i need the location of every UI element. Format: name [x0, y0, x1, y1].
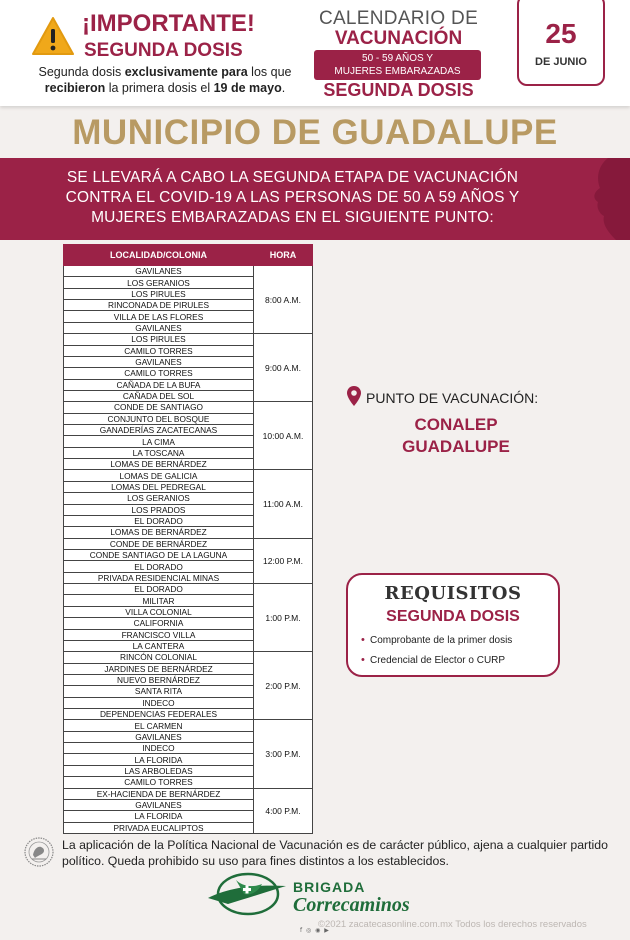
table-row: [64, 652, 313, 663]
table-row: [64, 470, 313, 481]
table-row: [64, 402, 313, 413]
location-cell: LOS PRADOS: [64, 504, 254, 515]
column-header-time: HORA: [254, 245, 313, 266]
time-cell: 9:00 A.M.: [254, 334, 313, 402]
brand-name-top: BRIGADA: [293, 879, 366, 895]
announcement-line: CONTRA EL COVID-19 A LAS PERSONAS DE 50 A 59 AÑOS Y: [65, 189, 520, 206]
age-group-line: MUJERES EMBARAZADAS: [334, 66, 461, 77]
location-cell: CONDE SANTIAGO DE LA LAGUNA: [64, 549, 254, 560]
announcement-line: SE LLEVARÁ A CABO LA SEGUNDA ETAPA DE VACUNACIÓN: [66, 169, 519, 186]
announcement-banner: [0, 158, 630, 240]
time-cell: 10:00 A.M.: [254, 402, 313, 470]
location-cell: EL DORADO: [64, 515, 254, 526]
location-cell: RINCÓN COLONIAL: [64, 652, 254, 663]
location-cell: LOMAS DEL PEDREGAL: [64, 481, 254, 492]
location-cell: DEPENDENCIAS FEDERALES: [64, 709, 254, 720]
table-row: [64, 538, 313, 549]
requirement-item: • Comprobante de la primer dosis: [370, 635, 512, 646]
location-cell: LOMAS DE GALICIA: [64, 470, 254, 481]
schedule-table-body: [64, 266, 313, 834]
important-title: ¡IMPORTANTE!: [82, 10, 255, 37]
time-cell: 2:00 P.M.: [254, 652, 313, 720]
woman-silhouette-icon: [568, 158, 630, 240]
location-pin-icon: [347, 386, 361, 406]
location-cell: GAVILANES: [64, 322, 254, 333]
important-subtitle: SEGUNDA DOSIS: [84, 40, 243, 61]
brigada-logo-icon: [206, 872, 288, 916]
location-cell: CALIFORNIA: [64, 618, 254, 629]
location-cell: PRIVADA EUCALIPTOS: [64, 822, 254, 833]
location-cell: CONDE DE SANTIAGO: [64, 402, 254, 413]
time-cell: 4:00 P.M.: [254, 788, 313, 833]
location-cell: INDECO: [64, 743, 254, 754]
location-cell: CAMILO TORRES: [64, 368, 254, 379]
calendar-title-bold: VACUNACIÓN: [334, 28, 463, 49]
location-cell: NUEVO BERNÁRDEZ: [64, 674, 254, 685]
vaccination-point-label: PUNTO DE VACUNACIÓN:: [366, 390, 539, 406]
location-cell: LA FLORIDA: [64, 811, 254, 822]
vaccination-point-line: GUADALUPE: [402, 437, 510, 456]
requirement-item: • Credencial de Elector o CURP: [370, 655, 505, 666]
table-row: [64, 584, 313, 595]
location-cell: INDECO: [64, 697, 254, 708]
table-row: [64, 788, 313, 799]
location-cell: FRANCISCO VILLA: [64, 629, 254, 640]
location-cell: MILITAR: [64, 595, 254, 606]
time-cell: 8:00 A.M.: [254, 266, 313, 334]
location-cell: CAÑADA DEL SOL: [64, 390, 254, 401]
location-cell: CAMILO TORRES: [64, 345, 254, 356]
calendar-title: CALENDARIO DE: [318, 8, 479, 29]
location-cell: RINCONADA DE PIRULES: [64, 300, 254, 311]
legal-disclaimer: La aplicación de la Política Nacional de Vacunación es de carácter público, ajena a cualquier partido político. Queda prohibido su uso para fines distintos a los establecidos.: [62, 838, 608, 868]
brand-name-bottom: Correcaminos: [293, 894, 410, 916]
schedule-table: [63, 244, 313, 834]
location-cell: VILLA DE LAS FLORES: [64, 311, 254, 322]
requirements-subtitle: SEGUNDA DOSIS: [386, 608, 520, 625]
requirements-box: [346, 573, 560, 677]
location-cell: JARDINES DE BERNÁRDEZ: [64, 663, 254, 674]
location-cell: EL DORADO: [64, 561, 254, 572]
location-cell: LOS GERANIOS: [64, 493, 254, 504]
location-cell: LA FLORIDA: [64, 754, 254, 765]
age-group-box: [314, 50, 481, 80]
location-cell: LOS PIRULES: [64, 288, 254, 299]
announcement-line: MUJERES EMBARAZADAS EN EL SIGUIENTE PUNTO:: [91, 209, 494, 226]
vaccination-point-line: CONALEP: [414, 415, 498, 434]
second-dose-note: Segunda dosis exclusivamente para los que recibieron la primera dosis el 19 de mayo.: [38, 65, 292, 95]
table-row: [64, 334, 313, 345]
location-cell: CONJUNTO DEL BOSQUE: [64, 413, 254, 424]
location-cell: CAÑADA DE LA BUFA: [64, 379, 254, 390]
location-cell: SANTA RITA: [64, 686, 254, 697]
warning-icon: [32, 16, 74, 56]
location-cell: VILLA COLONIAL: [64, 606, 254, 617]
location-cell: PRIVADA RESIDENCIAL MINAS: [64, 572, 254, 583]
copyright-watermark: ©2021 zacatecasonline.com.mx Todos los derechos reservados: [318, 919, 587, 930]
location-cell: GAVILANES: [64, 356, 254, 367]
location-cell: LOS PIRULES: [64, 334, 254, 345]
requirements-title: REQUISITOS: [384, 583, 522, 604]
location-cell: EX-HACIENDA DE BERNÁRDEZ: [64, 788, 254, 799]
location-cell: LOMAS DE BERNÁRDEZ: [64, 527, 254, 538]
location-cell: LA CANTERA: [64, 640, 254, 651]
location-cell: LOS GERANIOS: [64, 277, 254, 288]
location-cell: LA TOSCANA: [64, 447, 254, 458]
location-cell: EL CARMEN: [64, 720, 254, 731]
time-cell: 3:00 P.M.: [254, 720, 313, 788]
date-day: 25: [545, 18, 577, 49]
column-header-location: LOCALIDAD/COLONIA: [64, 245, 254, 266]
date-badge: [517, 0, 605, 86]
location-cell: GAVILANES: [64, 266, 254, 277]
time-cell: 1:00 P.M.: [254, 584, 313, 652]
time-cell: 11:00 A.M.: [254, 470, 313, 538]
location-cell: GAVILANES: [64, 731, 254, 742]
social-media-icons: f ◎ ◉ ▶: [300, 927, 330, 934]
date-month: DE JUNIO: [535, 56, 587, 68]
time-cell: 12:00 P.M.: [254, 538, 313, 583]
mexico-seal-icon: [24, 837, 54, 867]
header: [0, 0, 630, 106]
location-cell: LOMAS DE BERNÁRDEZ: [64, 459, 254, 470]
location-cell: EL DORADO: [64, 584, 254, 595]
vaccination-point-name: [356, 414, 556, 458]
municipality-title: MUNICIPIO DE GUADALUPE: [72, 113, 558, 152]
table-header-row: [64, 245, 313, 266]
location-cell: GAVILANES: [64, 799, 254, 810]
location-cell: LA CIMA: [64, 436, 254, 447]
location-cell: LAS ARBOLEDAS: [64, 765, 254, 776]
calendar-dose: SEGUNDA DOSIS: [323, 80, 474, 100]
announcement-text: [10, 168, 575, 228]
table-row: [64, 266, 313, 277]
location-cell: CAMILO TORRES: [64, 777, 254, 788]
table-row: [64, 720, 313, 731]
location-cell: CONDE DE BERNÁRDEZ: [64, 538, 254, 549]
location-cell: GANADERÍAS ZACATECANAS: [64, 425, 254, 436]
age-group-line: 50 - 59 AÑOS Y: [362, 53, 433, 64]
